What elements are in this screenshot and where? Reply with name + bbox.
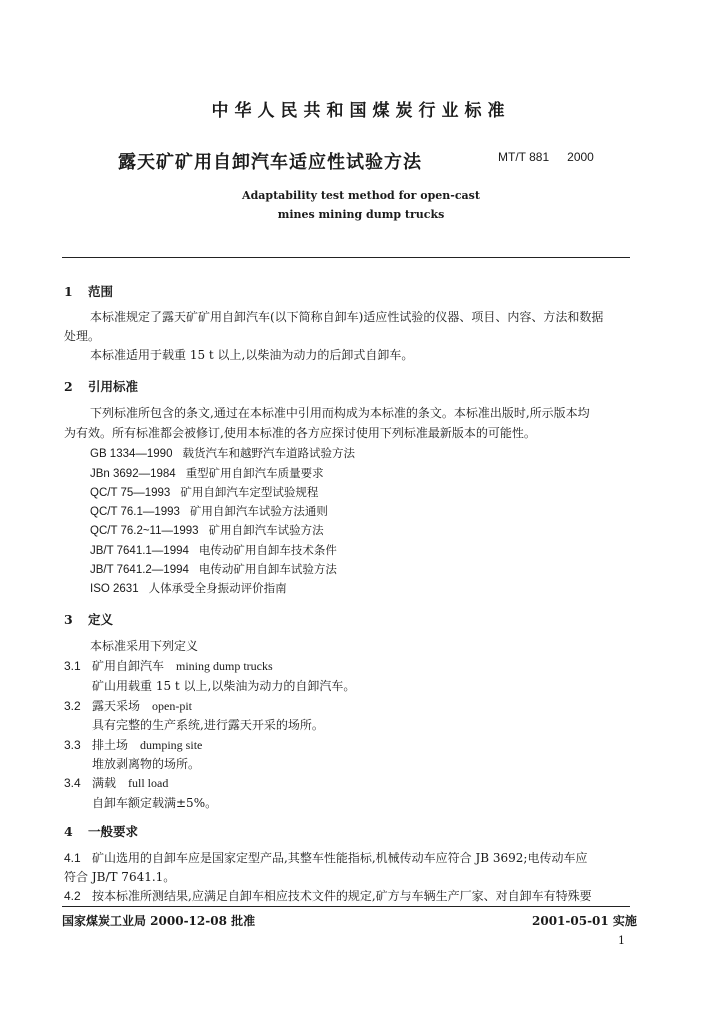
ref-item: QC/T 76.1—1993 矿用自卸汽车试验方法通则 [90, 504, 328, 518]
section-1-para-1-line-2: 处理。 [64, 329, 101, 343]
ref-item: QC/T 75—1993 矿用自卸汽车定型试验规程 [90, 485, 319, 499]
definition-term: 3.3 排土场 dumping site [64, 738, 203, 752]
ref-item: JB/T 7641.2—1994 电传动矿用自卸车试验方法 [90, 562, 337, 576]
issuing-authority: 中华人民共和国煤炭行业标准 [211, 101, 511, 121]
approval-line: 国家煤炭工业局 2000-12-08 批准 [62, 914, 256, 928]
document-title-en [0, 186, 722, 224]
definition-term: 3.2 露天采场 open-pit [64, 699, 193, 713]
section-2-heading: 2 引用标准 [64, 379, 139, 394]
section-3-heading: 3 定义 [64, 612, 114, 627]
section-1-para-2: 本标准适用于载重 15 t 以上,以柴油为动力的后卸式自卸车。 [90, 348, 414, 362]
definition-term: 3.4 满载 full load [64, 776, 169, 790]
section-2-para-line-2: 为有效。所有标准都会被修订,使用本标准的各方应探讨使用下列标准最新版本的可能性。 [64, 426, 536, 440]
header-divider [62, 257, 630, 258]
ref-item: JB/T 7641.1—1994 电传动矿用自卸车技术条件 [90, 543, 337, 557]
title-en-line-1: Adaptability test method for open-cast [242, 189, 480, 202]
ref-item: JBn 3692—1984 重型矿用自卸汽车质量要求 [90, 466, 324, 480]
definition-desc: 矿山用载重 15 t 以上,以柴油为动力的自卸汽车。 [92, 679, 356, 693]
ref-item: QC/T 76.2~11—1993 矿用自卸汽车试验方法 [90, 523, 324, 537]
section-3-intro: 本标准采用下列定义 [90, 639, 199, 653]
document-title-cn: 露天矿矿用自卸汽车适应性试验方法 [118, 152, 422, 173]
clause-4-2-line-1: 4.2 按本标准所测结果,应满足自卸车相应技术文件的规定,矿方与车辆生产厂家、对自卸车有特殊要 [64, 889, 592, 903]
definition-desc: 堆放剥离物的场所。 [92, 757, 201, 771]
definition-desc: 自卸车额定载满±5%。 [92, 796, 218, 810]
clause-4-1-line-2: 符合 JB/T 7641.1。 [64, 870, 176, 884]
section-1-para-1-line-1: 本标准规定了露天矿矿用自卸汽车(以下简称自卸车)适应性试验的仪器、项目、内容、方法和数据 [90, 310, 604, 324]
title-en-line-2: mines mining dump trucks [277, 208, 445, 221]
standard-number: MT/T 881 [498, 150, 550, 164]
definition-desc: 具有完整的生产系统,进行露天开采的场所。 [92, 718, 324, 732]
ref-item: ISO 2631 人体承受全身振动评价指南 [90, 581, 287, 595]
definition-term: 3.1 矿用自卸汽车 mining dump trucks [64, 659, 273, 673]
section-1-heading: 1 范围 [64, 284, 114, 299]
section-4-heading: 4 一般要求 [64, 824, 139, 839]
page-number: 1 [618, 934, 625, 947]
implementation-date: 2001-05-01 实施 [532, 914, 637, 928]
ref-item: GB 1334—1990 载货汽车和越野汽车道路试验方法 [90, 446, 355, 460]
standard-year: 2000 [567, 150, 594, 164]
standard-code [498, 150, 612, 164]
footer-divider [62, 906, 630, 907]
section-2-para-line-1: 下列标准所包含的条文,通过在本标准中引用而构成为本标准的条文。本标准出版时,所示版本均 [90, 406, 590, 420]
clause-4-1-line-1: 4.1 矿山选用的自卸车应是国家定型产品,其整车性能指标,机械传动车应符合 JB 3692;电传动车应 [64, 851, 588, 865]
